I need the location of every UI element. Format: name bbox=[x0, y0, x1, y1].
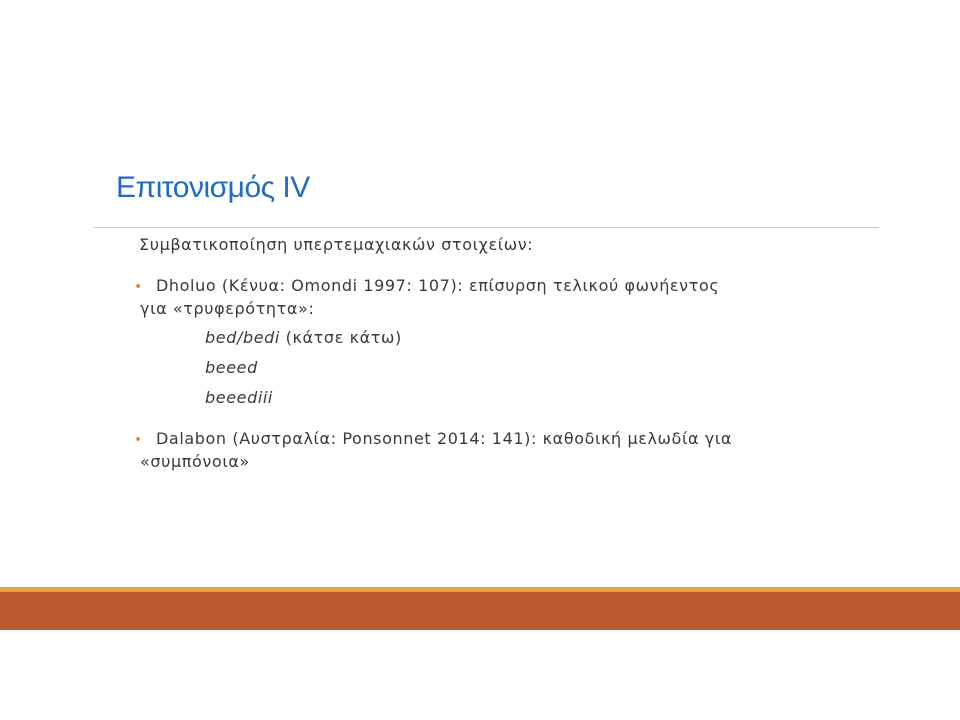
bullet-dholuo-line2: για «τρυφερότητα»: bbox=[140, 299, 315, 318]
example-word: bed/bedi bbox=[205, 328, 280, 347]
bullet-dholuo bbox=[134, 275, 719, 320]
bullet-marker: • bbox=[134, 432, 143, 448]
bullet-marker: • bbox=[134, 279, 143, 295]
example-beeed bbox=[205, 358, 258, 377]
intro-text: Συμβατικοποίηση υπερτεμαχιακών στοιχείων: bbox=[139, 235, 534, 254]
title-divider bbox=[94, 227, 879, 228]
example-beeediii bbox=[205, 388, 273, 407]
footer-band bbox=[0, 592, 960, 630]
bullet-dalabon-line2: «συμπόνοια» bbox=[140, 452, 250, 471]
bullet-dholuo-line1: Dholuo (Κένυα: Omondi 1997: 107): επίσυρση τελικού φωνήεντος bbox=[156, 276, 720, 295]
example-gloss: (κάτσε κάτω) bbox=[279, 328, 402, 347]
bullet-dalabon bbox=[134, 428, 732, 473]
example-word: beeed bbox=[205, 358, 258, 377]
bullet-dalabon-line1: Dalabon (Αυστραλία: Ponsonnet 2014: 141): καθοδική μελωδία για bbox=[156, 429, 733, 448]
example-bed-bedi bbox=[205, 328, 402, 347]
slide-title: Επιτονισμός IV bbox=[116, 171, 310, 204]
example-word: beeediii bbox=[205, 388, 273, 407]
